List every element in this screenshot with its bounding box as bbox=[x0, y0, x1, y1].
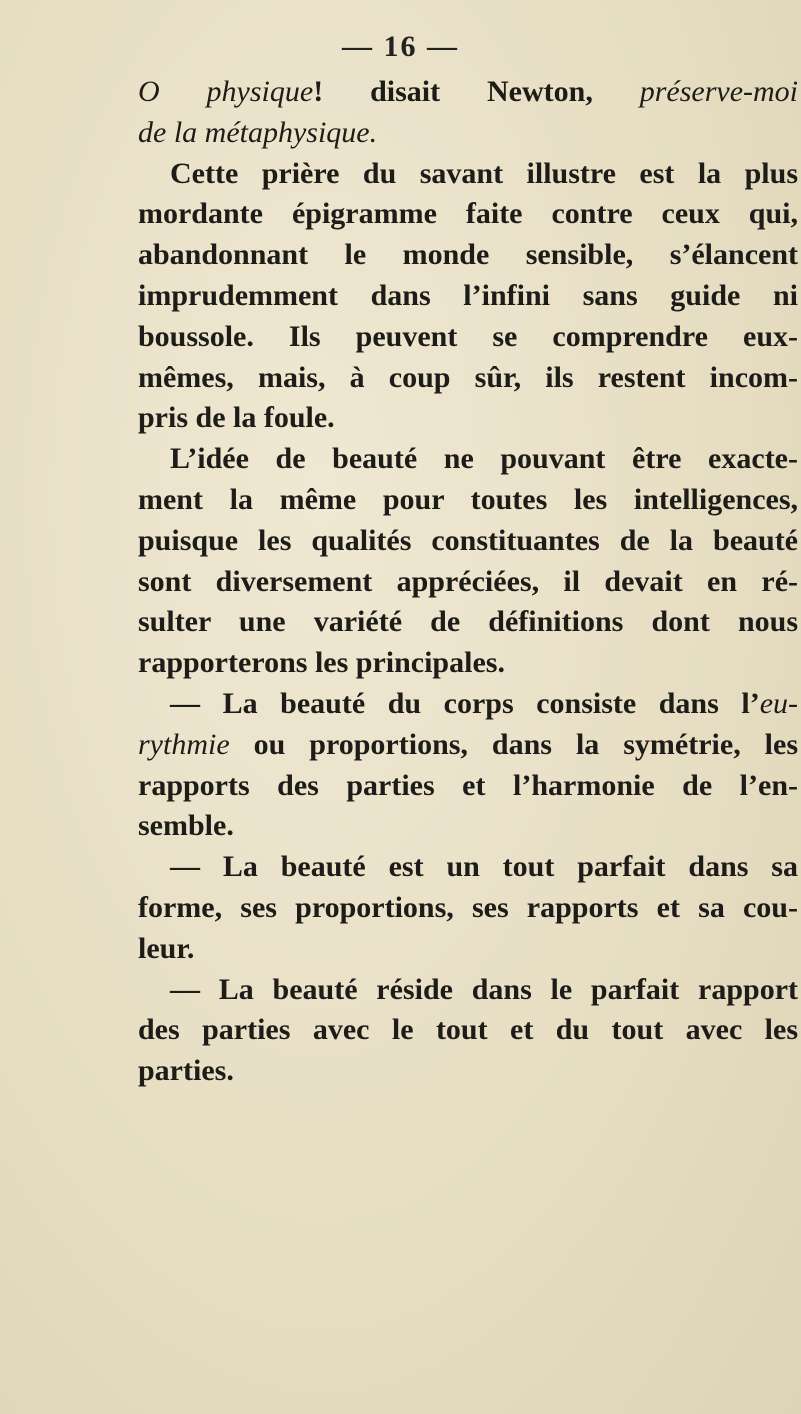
text-line bbox=[138, 276, 798, 317]
text-line bbox=[138, 806, 798, 847]
text-line bbox=[138, 643, 798, 684]
text-segment: — La beauté est un tout parfait dans sa bbox=[170, 850, 798, 884]
text-segment: L’idée de beauté ne pouvant être exacte- bbox=[170, 442, 798, 476]
text-segment: ou proportions, dans la symétrie, les bbox=[229, 727, 798, 761]
text-line bbox=[138, 358, 798, 399]
text-segment: — La beauté du corps consiste dans l’ bbox=[170, 686, 760, 720]
page-number: — 16 — bbox=[342, 30, 459, 63]
text-line bbox=[138, 398, 798, 439]
text-line bbox=[138, 766, 798, 807]
text-line bbox=[138, 725, 798, 766]
text-line bbox=[138, 562, 798, 603]
text-segment: Cette prière du savant illustre est la plus bbox=[170, 156, 798, 190]
text-line bbox=[138, 154, 798, 195]
text-segment: rapports des parties et l’harmonie de l’en- bbox=[138, 768, 798, 802]
italic-text: eu- bbox=[759, 686, 798, 720]
text-line bbox=[138, 521, 798, 562]
text-segment: ment la même pour toutes les intelligences, bbox=[138, 482, 798, 516]
text-segment: pris de la foule. bbox=[138, 401, 335, 435]
text-line bbox=[138, 480, 798, 521]
text-line bbox=[138, 1010, 798, 1051]
text-segment: imprudemment dans l’infini sans guide ni bbox=[138, 278, 798, 312]
text-segment: — La beauté réside dans le parfait rapport bbox=[170, 972, 798, 1006]
text-line bbox=[138, 847, 798, 888]
text-line bbox=[138, 1051, 798, 1092]
italic-text: de la métaphysique. bbox=[138, 115, 378, 149]
text-segment: des parties avec le tout et du tout avec les bbox=[138, 1013, 798, 1047]
text-line bbox=[138, 317, 798, 358]
text-segment: forme, ses proportions, ses rapports et sa cou- bbox=[138, 890, 798, 924]
text-line bbox=[138, 888, 798, 929]
text-segment: leur. bbox=[138, 931, 195, 965]
text-segment: sulter une variété de définitions dont nous bbox=[138, 605, 798, 639]
text-segment: ! disait Newton, bbox=[313, 75, 640, 108]
text-segment: sont diversement appréciées, il devait en ré- bbox=[138, 564, 798, 598]
text-line bbox=[138, 235, 798, 276]
text-line bbox=[138, 72, 798, 113]
text-line bbox=[138, 684, 798, 725]
italic-text: O physique bbox=[138, 75, 314, 108]
italic-text: préserve-moi bbox=[639, 75, 798, 108]
italic-text: rythmie bbox=[138, 727, 230, 761]
text-line bbox=[138, 929, 798, 970]
text-line bbox=[138, 439, 798, 480]
text-segment: puisque les qualités constituantes de la beauté bbox=[138, 523, 798, 557]
text-segment: mordante épigramme faite contre ceux qui, bbox=[138, 197, 798, 231]
text-segment: parties. bbox=[138, 1054, 234, 1088]
text-line bbox=[138, 113, 798, 154]
body-text bbox=[138, 72, 798, 1092]
text-segment: boussole. Ils peuvent se comprendre eux- bbox=[138, 319, 798, 353]
text-line bbox=[138, 194, 798, 235]
text-line bbox=[138, 602, 798, 643]
text-segment: semble. bbox=[138, 809, 234, 843]
text-line bbox=[138, 970, 798, 1011]
text-segment: rapporterons les principales. bbox=[138, 646, 505, 680]
text-segment: abandonnant le monde sensible, s’élancent bbox=[138, 238, 798, 272]
text-segment: mêmes, mais, à coup sûr, ils restent incom- bbox=[138, 360, 798, 394]
